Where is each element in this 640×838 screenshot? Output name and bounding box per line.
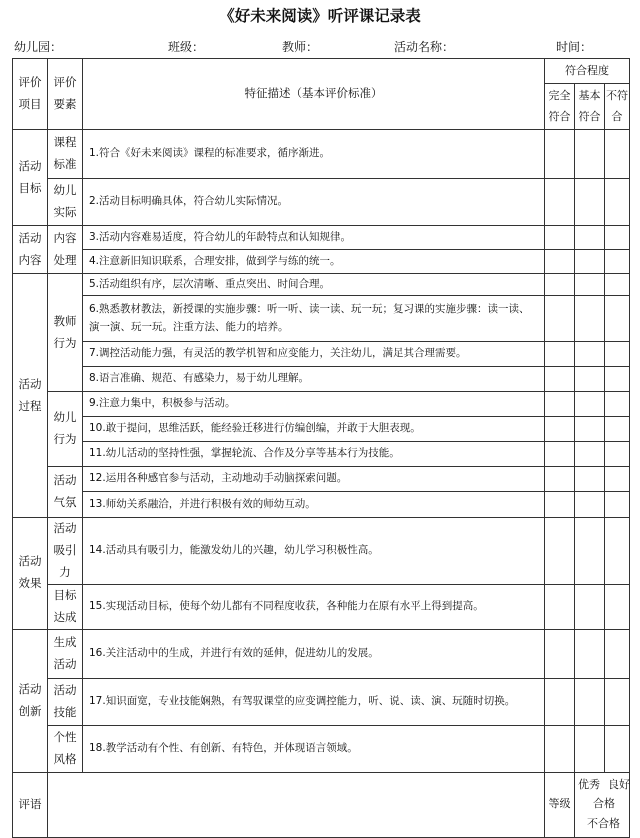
element-atmosphere: 活动气氛 bbox=[48, 467, 83, 518]
checkbox-cell[interactable] bbox=[575, 342, 605, 367]
header-full-conform: 完全符合 bbox=[545, 84, 575, 130]
criterion-text: 1.符合《好未来阅读》课程的标准要求，循序渐进。 bbox=[83, 130, 545, 179]
element-generate: 生成活动 bbox=[48, 629, 83, 678]
comment-label: 评语 bbox=[13, 772, 48, 837]
checkbox-cell[interactable] bbox=[545, 467, 575, 492]
evaluation-table bbox=[12, 58, 630, 838]
element-teacher: 教师行为 bbox=[48, 274, 83, 392]
checkbox-cell[interactable] bbox=[605, 725, 630, 772]
checkbox-cell[interactable] bbox=[575, 274, 605, 296]
checkbox-cell[interactable] bbox=[575, 417, 605, 442]
comment-row bbox=[13, 772, 630, 837]
table-row bbox=[13, 417, 630, 442]
checkbox-cell[interactable] bbox=[575, 492, 605, 518]
criterion-text: 9.注意力集中，积极参与活动。 bbox=[83, 392, 545, 417]
checkbox-cell[interactable] bbox=[605, 226, 630, 250]
checkbox-cell[interactable] bbox=[575, 250, 605, 274]
item-innovation: 活动创新 bbox=[13, 629, 48, 772]
table-row bbox=[13, 250, 630, 274]
teacher-field: 教师： bbox=[282, 40, 319, 54]
grade-label: 等级 bbox=[545, 772, 575, 837]
checkbox-cell[interactable] bbox=[575, 629, 605, 678]
checkbox-cell[interactable] bbox=[575, 518, 605, 585]
checkbox-cell[interactable] bbox=[605, 274, 630, 296]
checkbox-cell[interactable] bbox=[545, 130, 575, 179]
grade-excellent[interactable]: 优秀 bbox=[578, 777, 600, 791]
criterion-text: 8.语言准确、规范、有感染力，易于幼儿理解。 bbox=[83, 367, 545, 392]
element-handling: 内容处理 bbox=[48, 226, 83, 274]
checkbox-cell[interactable] bbox=[575, 179, 605, 226]
checkbox-cell[interactable] bbox=[605, 584, 630, 629]
checkbox-cell[interactable] bbox=[605, 492, 630, 518]
item-content: 活动内容 bbox=[13, 226, 48, 274]
checkbox-cell[interactable] bbox=[545, 492, 575, 518]
element-actual: 幼儿实际 bbox=[48, 179, 83, 226]
checkbox-cell[interactable] bbox=[575, 392, 605, 417]
checkbox-cell[interactable] bbox=[545, 417, 575, 442]
item-goal: 活动目标 bbox=[13, 130, 48, 226]
time-field: 时间： bbox=[556, 40, 593, 54]
checkbox-cell[interactable] bbox=[605, 417, 630, 442]
item-effect: 活动效果 bbox=[13, 518, 48, 630]
table-row bbox=[13, 725, 630, 772]
checkbox-cell[interactable] bbox=[605, 130, 630, 179]
checkbox-cell[interactable] bbox=[605, 442, 630, 467]
checkbox-cell[interactable] bbox=[545, 584, 575, 629]
checkbox-cell[interactable] bbox=[545, 678, 575, 725]
class-field: 班级： bbox=[168, 40, 205, 54]
checkbox-cell[interactable] bbox=[545, 629, 575, 678]
checkbox-cell[interactable] bbox=[545, 250, 575, 274]
criterion-text: 7.调控活动能力强，有灵活的教学机智和应变能力，关注幼儿，满足其合理需要。 bbox=[83, 342, 545, 367]
checkbox-cell[interactable] bbox=[575, 678, 605, 725]
grade-good[interactable]: 良好 bbox=[608, 777, 630, 791]
checkbox-cell[interactable] bbox=[545, 725, 575, 772]
table-row bbox=[13, 392, 630, 417]
checkbox-cell[interactable] bbox=[575, 296, 605, 342]
checkbox-cell[interactable] bbox=[605, 179, 630, 226]
checkbox-cell[interactable] bbox=[605, 296, 630, 342]
criterion-text: 11.幼儿活动的坚持性强，掌握轮流、合作及分享等基本行为技能。 bbox=[83, 442, 545, 467]
checkbox-cell[interactable] bbox=[545, 226, 575, 250]
checkbox-cell[interactable] bbox=[605, 678, 630, 725]
checkbox-cell[interactable] bbox=[605, 392, 630, 417]
header-element: 评价要素 bbox=[48, 59, 83, 130]
table-row bbox=[13, 678, 630, 725]
checkbox-cell[interactable] bbox=[575, 367, 605, 392]
table-row bbox=[13, 629, 630, 678]
element-attraction: 活动吸引力 bbox=[48, 518, 83, 585]
comment-area[interactable] bbox=[48, 772, 545, 837]
checkbox-cell[interactable] bbox=[545, 518, 575, 585]
checkbox-cell[interactable] bbox=[545, 342, 575, 367]
checkbox-cell[interactable] bbox=[545, 179, 575, 226]
criterion-text: 2.活动目标明确具体，符合幼儿实际情况。 bbox=[83, 179, 545, 226]
criterion-text: 6.熟悉教材教法，新授课的实施步骤：听一听、读一读、玩一玩；复习课的实施步骤：读一读、演一演、玩一玩。注重方法、能力的培养。 bbox=[83, 296, 545, 342]
grade-pass[interactable]: 合格 bbox=[593, 796, 615, 810]
criterion-text: 17.知识面宽，专业技能娴熟，有驾驭课堂的应变调控能力，听、说、读、演、玩随时切换。 bbox=[83, 678, 545, 725]
element-style: 个性风格 bbox=[48, 725, 83, 772]
checkbox-cell[interactable] bbox=[545, 274, 575, 296]
checkbox-cell[interactable] bbox=[545, 296, 575, 342]
table-row bbox=[13, 226, 630, 250]
checkbox-cell[interactable] bbox=[605, 629, 630, 678]
checkbox-cell[interactable] bbox=[545, 442, 575, 467]
table-row bbox=[13, 367, 630, 392]
table-row bbox=[13, 342, 630, 367]
checkbox-cell[interactable] bbox=[575, 442, 605, 467]
activity-name-field: 活动名称： bbox=[394, 40, 455, 54]
table-row bbox=[13, 442, 630, 467]
checkbox-cell[interactable] bbox=[575, 467, 605, 492]
table-row bbox=[13, 518, 630, 585]
header-row bbox=[13, 59, 630, 84]
table-row bbox=[13, 296, 630, 342]
header-basic-conform: 基本符合 bbox=[575, 84, 605, 130]
element-standard: 课程标准 bbox=[48, 130, 83, 179]
criterion-text: 15.实现活动目标，使每个幼儿都有不同程度收获，各种能力在原有水平上得到提高。 bbox=[83, 584, 545, 629]
header-not-conform: 不符合 bbox=[605, 84, 630, 130]
checkbox-cell[interactable] bbox=[545, 367, 575, 392]
checkbox-cell[interactable] bbox=[605, 342, 630, 367]
criterion-text: 12.运用各种感官参与活动，主动地动手动脑探索问题。 bbox=[83, 467, 545, 492]
checkbox-cell[interactable] bbox=[575, 226, 605, 250]
checkbox-cell[interactable] bbox=[575, 725, 605, 772]
criterion-text: 5.活动组织有序，层次清晰、重点突出、时间合理。 bbox=[83, 274, 545, 296]
table-row bbox=[13, 179, 630, 226]
table-row bbox=[13, 274, 630, 296]
table-row bbox=[13, 492, 630, 518]
element-achieve: 目标达成 bbox=[48, 584, 83, 629]
header-item: 评价项目 bbox=[13, 59, 48, 130]
checkbox-cell[interactable] bbox=[605, 367, 630, 392]
page-title: 《好未来阅读》听评课记录表 bbox=[219, 6, 421, 25]
table-row bbox=[13, 130, 630, 179]
criterion-text: 14.活动具有吸引力，能激发幼儿的兴趣，幼儿学习积极性高。 bbox=[83, 518, 545, 585]
checkbox-cell[interactable] bbox=[575, 130, 605, 179]
checkbox-cell[interactable] bbox=[605, 467, 630, 492]
criterion-text: 18.教学活动有个性、有创新、有特色，并体现语言领域。 bbox=[83, 725, 545, 772]
kindergarten-field: 幼儿园： bbox=[14, 40, 63, 54]
criterion-text: 13.师幼关系融洽，并进行积极有效的师幼互动。 bbox=[83, 492, 545, 518]
table-row bbox=[13, 584, 630, 629]
table-row bbox=[13, 467, 630, 492]
element-skill: 活动技能 bbox=[48, 678, 83, 725]
grade-options bbox=[575, 772, 630, 837]
checkbox-cell[interactable] bbox=[575, 584, 605, 629]
header-conformity: 符合程度 bbox=[545, 59, 630, 84]
criterion-text: 10.敢于提问，思维活跃，能经验迁移进行仿编创编，并敢于大胆表现。 bbox=[83, 417, 545, 442]
criterion-text: 4.注意新旧知识联系，合理安排，做到学与练的统一。 bbox=[83, 250, 545, 274]
checkbox-cell[interactable] bbox=[545, 392, 575, 417]
criterion-text: 16.关注活动中的生成，并进行有效的延伸，促进幼儿的发展。 bbox=[83, 629, 545, 678]
grade-fail[interactable]: 不合格 bbox=[587, 816, 620, 830]
item-process: 活动过程 bbox=[13, 274, 48, 518]
element-child: 幼儿行为 bbox=[48, 392, 83, 467]
criterion-text: 3.活动内容难易适度，符合幼儿的年龄特点和认知规律。 bbox=[83, 226, 545, 250]
header-description: 特征描述（基本评价标准） bbox=[83, 59, 545, 130]
checkbox-cell[interactable] bbox=[605, 518, 630, 585]
checkbox-cell[interactable] bbox=[605, 250, 630, 274]
